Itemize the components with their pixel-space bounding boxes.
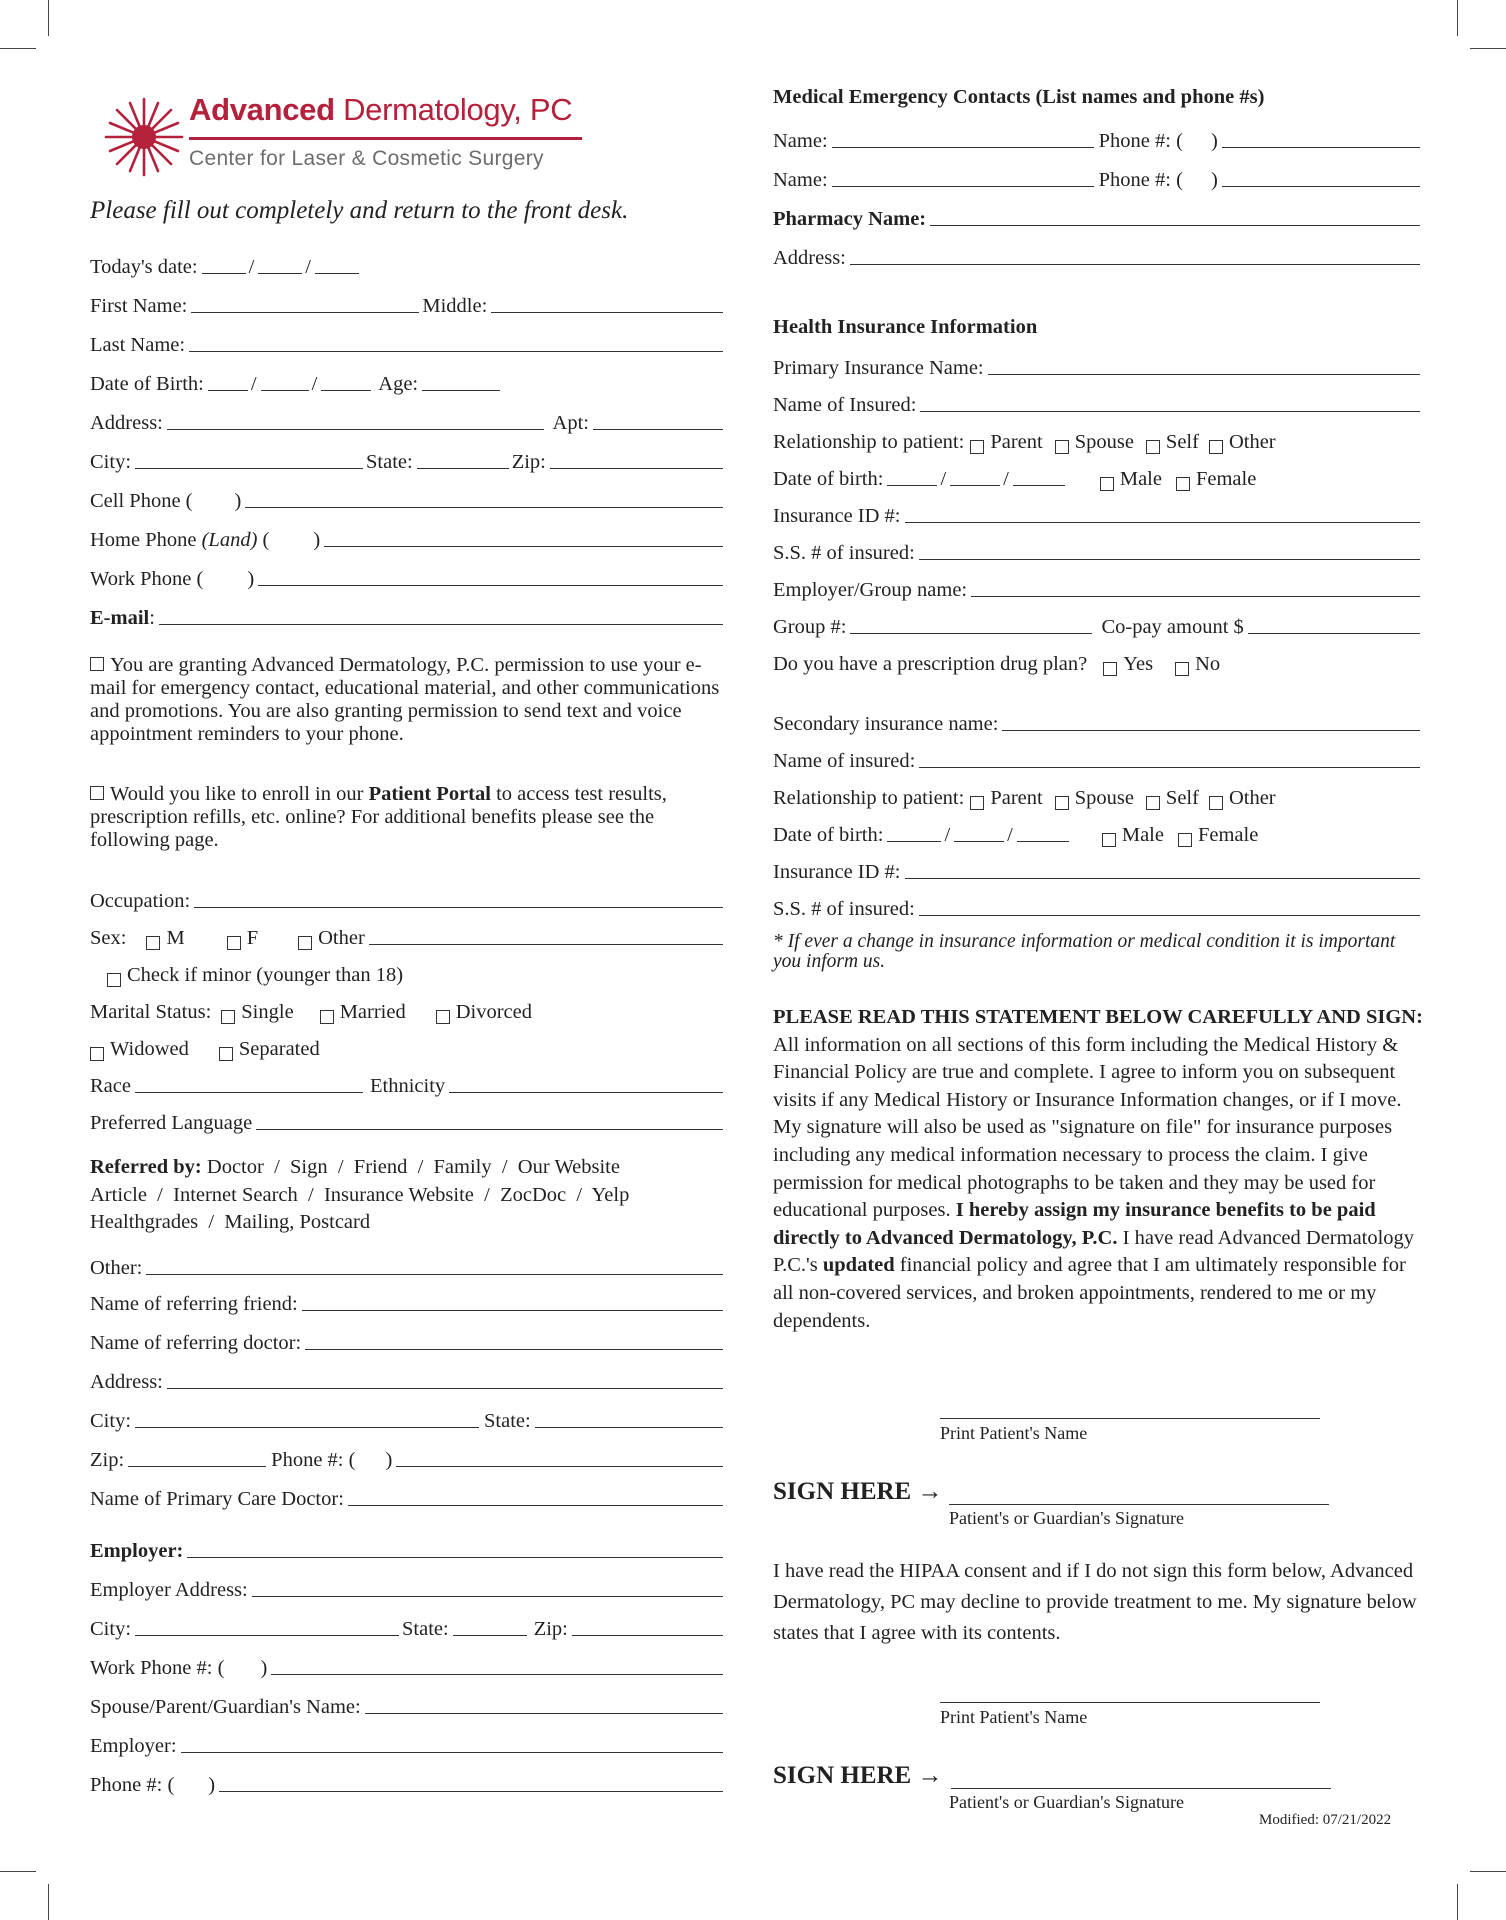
print-name-caption-2: Print Patient's Name [940,1707,1088,1727]
print-name-caption-1: Print Patient's Name [940,1423,1088,1443]
parent-checkbox[interactable] [970,440,984,454]
sex-f-checkbox[interactable] [227,936,241,950]
primary-insured-name-field[interactable]: Name of Insured: [773,387,1423,417]
last-name-field[interactable]: Last Name: [90,327,726,357]
secondary-insurance-id-field[interactable]: Insurance ID #: [773,854,1423,884]
city-state-zip-field[interactable]: City: State: Zip: [90,444,726,474]
guardian-employer-field[interactable]: Employer: [90,1728,726,1758]
referral-address-field[interactable]: Address: [90,1364,726,1394]
todays-date-field[interactable]: Today's date: / / [90,249,726,279]
self-checkbox[interactable] [1146,440,1160,454]
logo-subtitle: Center for Laser & Cosmetic Surgery [189,147,544,170]
email-field[interactable]: E-mail : [90,600,726,630]
guardian-name-field[interactable]: Spouse/Parent/Guardian's Name: [90,1689,726,1719]
male-checkbox[interactable] [1102,833,1116,847]
self-checkbox[interactable] [1146,796,1160,810]
employer-group-name-field[interactable]: Employer/Group name: [773,572,1423,602]
modified-date: Modified: 07/21/2022 [1259,1812,1392,1828]
employer-city-state-zip-field[interactable]: City: State: Zip: [90,1611,726,1641]
prescription-plan-field[interactable]: Do you have a prescription drug plan? Yes No [773,653,1221,675]
checkbox[interactable] [90,657,104,671]
pharmacy-address-field[interactable]: Address: [773,240,1423,270]
primary-care-doctor-field[interactable]: Name of Primary Care Doctor: [90,1481,726,1511]
address-field[interactable]: Address: Apt: [90,405,726,435]
sex-other-checkbox[interactable] [298,936,312,950]
employer-field[interactable]: Employer: [90,1533,726,1563]
date-of-birth-field[interactable]: Date of Birth: / / Age: [90,366,726,396]
print-name-line-1[interactable] [940,1418,1320,1419]
home-phone-field[interactable]: Home Phone (Land) ( ) [90,522,726,552]
rx-no-checkbox[interactable] [1175,662,1189,676]
crop-mark [0,48,36,49]
marital-status-field-2[interactable]: Widowed Separated [90,1031,726,1061]
primary-ss-insured-field[interactable]: S.S. # of insured: [773,535,1423,565]
minor-checkbox[interactable] [107,973,121,987]
first-middle-name-field[interactable]: First Name: Middle: [90,288,726,318]
referral-city-state-field[interactable]: City: State: [90,1403,726,1433]
race-ethnicity-field[interactable]: Race Ethnicity [90,1068,726,1098]
primary-insurance-name-field[interactable]: Primary Insurance Name: [773,350,1423,380]
checkbox[interactable] [90,786,104,800]
secondary-insurance-name-field[interactable]: Secondary insurance name: [773,706,1423,736]
sex-m-checkbox[interactable] [146,936,160,950]
referral-zip-phone-field[interactable]: Zip: Phone #: ( ) [90,1442,726,1472]
female-checkbox[interactable] [1178,833,1192,847]
single-checkbox[interactable] [221,1010,235,1024]
sign-here-label-1: SIGN HERE → [773,1478,943,1505]
referring-doctor-field[interactable]: Name of referring doctor: [90,1325,726,1355]
primary-insured-dob-field[interactable]: Date of birth: / / Male Female [773,468,1257,490]
crop-mark [1470,48,1506,49]
consent-statement: PLEASE READ THIS STATEMENT BELOW CAREFULLY AND SIGN: All information on all sections of this form including the Medical History & Financial Policy are true and complete. I agree to inform you on subsequent visits if any Medical History or Insurance Information changes, or if I move. My signature will also be used as "signature on file" for insurance purposes including any medical information necessary to process the claim. I give permission for medical photographs to be taken and they may be used for educational purposes. I hereby assign my insurance benefits to be paid directly to Advanced Dermatology, P.C. I have read Advanced Dermatology P.C.'s updated financial policy and agree that I am ultimately responsible for all non-covered services, and broken appointments, rendered to me or my dependents. [773,1006,1423,1332]
referring-friend-field[interactable]: Name of referring friend: [90,1286,726,1316]
crop-mark [48,1884,49,1920]
logo-rule [189,137,582,140]
logo-brand-name: Advanced Dermatology, PC [189,92,573,127]
occupation-field[interactable]: Occupation: [90,883,726,913]
group-copay-field[interactable]: Group #: Co-pay amount $ [773,609,1423,639]
guardian-phone-field[interactable]: Phone #: ( ) [90,1767,726,1797]
email-permission-consent[interactable]: You are granting Advanced Dermatology, P.C. permission to use your e-mail for emergency contact, educational material, and other communications and promotions. You are also granting permission to send text and voice appointment reminders to your phone. [90,654,720,745]
signature-caption-2: Patient's or Guardian's Signature [949,1792,1184,1812]
print-name-line-2[interactable] [940,1702,1320,1703]
parent-checkbox[interactable] [970,796,984,810]
minor-checkbox-row[interactable]: Check if minor (younger than 18) [90,957,726,987]
patient-portal-consent[interactable]: Would you like to enroll in our Patient Portal to access test results, prescription refills, etc. online? For additional benefits please see the following page. [90,783,667,851]
cell-phone-field[interactable]: Cell Phone ( ) [90,483,726,513]
hipaa-consent-text: I have read the HIPAA consent and if I do not sign this form below, Advanced Dermatology, PC may decline to provide treatment to me. My signature below states that I agree with its contents. [773,1560,1417,1644]
crop-mark [48,0,49,36]
preferred-language-field[interactable]: Preferred Language [90,1105,726,1135]
work-phone-field[interactable]: Work Phone ( ) [90,561,726,591]
separated-checkbox[interactable] [219,1047,233,1061]
male-checkbox[interactable] [1100,477,1114,491]
employer-work-phone-field[interactable]: Work Phone #: ( ) [90,1650,726,1680]
signature-caption-1: Patient's or Guardian's Signature [949,1508,1184,1528]
employer-address-field[interactable]: Employer Address: [90,1572,726,1602]
spouse-checkbox[interactable] [1055,440,1069,454]
insurance-change-note: * If ever a change in insurance information or medical condition it is important you inform us. [773,931,1396,972]
instruction-text: Please fill out completely and return to the front desk. [90,197,629,224]
emergency-contact-1[interactable]: Name: Phone #: ( ) [773,123,1423,153]
female-checkbox[interactable] [1176,477,1190,491]
company-logo [104,92,594,182]
marital-status-field[interactable]: Marital Status: Single Married Divorced [90,1001,532,1023]
primary-relationship-field[interactable]: Relationship to patient: Parent Spouse Self Other [773,431,1276,453]
crop-mark [1457,1884,1458,1920]
widowed-checkbox[interactable] [90,1047,104,1061]
emergency-contacts-heading: Medical Emergency Contacts (List names and phone #s) [773,86,1265,108]
rx-yes-checkbox[interactable] [1103,662,1117,676]
primary-insurance-id-field[interactable]: Insurance ID #: [773,498,1423,528]
other-checkbox[interactable] [1209,796,1223,810]
secondary-ss-insured-field[interactable]: S.S. # of insured: [773,891,1423,921]
spouse-checkbox[interactable] [1055,796,1069,810]
secondary-insured-name-field[interactable]: Name of insured: [773,743,1423,773]
referral-other-field[interactable]: Other: [90,1250,726,1280]
crop-mark [0,1871,36,1872]
crop-mark [1457,0,1458,36]
pharmacy-name-field[interactable]: Pharmacy Name: [773,201,1423,231]
signature-line-2[interactable] [951,1788,1331,1789]
other-checkbox[interactable] [1209,440,1223,454]
secondary-relationship-field[interactable]: Relationship to patient: Parent Spouse Self Other [773,787,1276,809]
health-insurance-heading: Health Insurance Information [773,316,1038,338]
emergency-contact-2[interactable]: Name: Phone #: ( ) [773,162,1423,192]
sign-here-label-2: SIGN HERE → [773,1762,943,1789]
signature-line-1[interactable] [949,1504,1329,1505]
married-checkbox[interactable] [320,1010,334,1024]
secondary-insured-dob-field[interactable]: Date of birth: / / Male Female [773,824,1259,846]
referred-by-options[interactable]: Referred by: Doctor / Sign / Friend / Family / Our Website Article / Internet Search / Insurance Website / ZocDoc / Yelp Healthgrades / Mailing, Postcard [90,1156,630,1233]
sex-field[interactable]: Sex: M F Other [90,920,726,950]
divorced-checkbox[interactable] [436,1010,450,1024]
crop-mark [1470,1871,1506,1872]
laser-burst-icon [104,97,184,177]
